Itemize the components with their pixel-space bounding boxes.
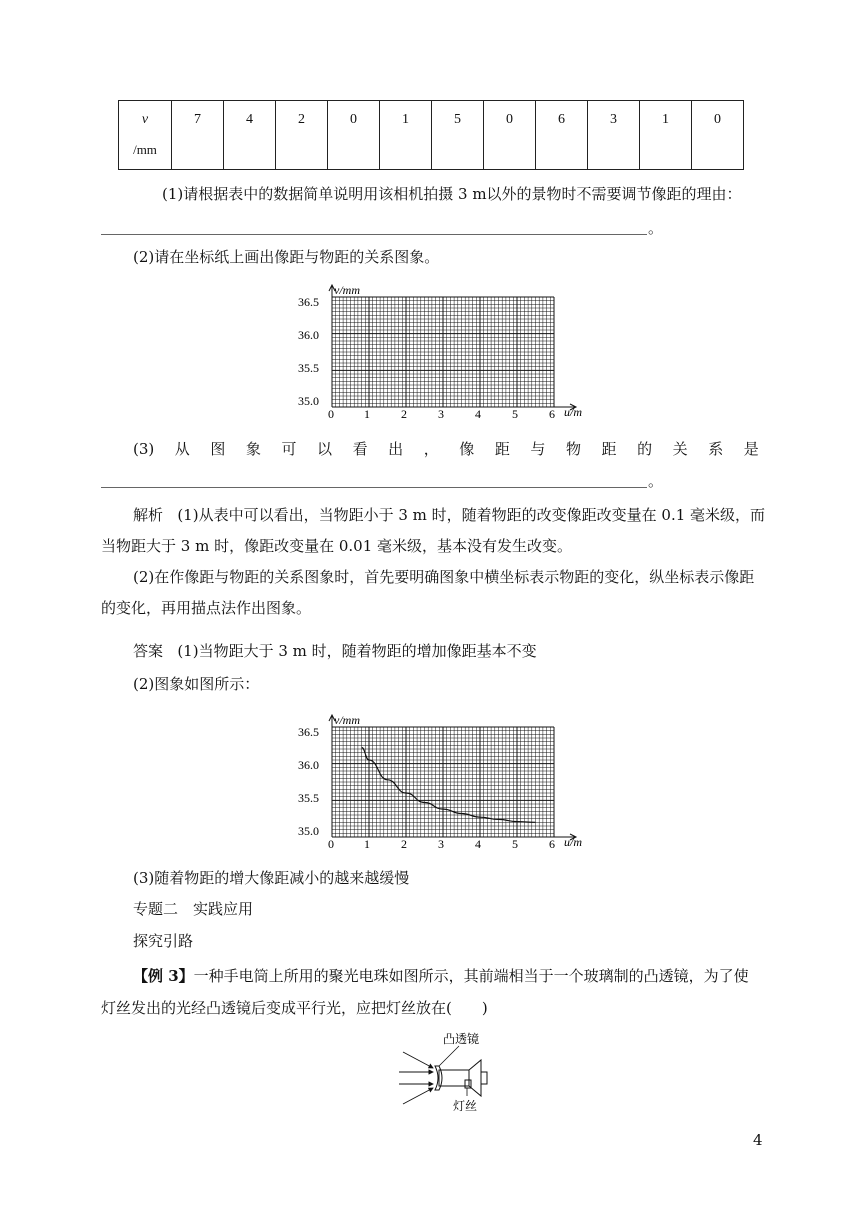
question-3-char: 关 (672, 440, 688, 458)
x-axis-label: u/m (564, 405, 582, 419)
question-1-end: 。 (648, 219, 664, 237)
table-row (119, 101, 744, 170)
x-tick-label: 0 (328, 407, 334, 421)
x-tick-label: 6 (549, 837, 555, 851)
y-tick-label: 36.0 (298, 328, 319, 342)
x-tick-label: 4 (475, 837, 481, 851)
bulb-base (469, 1060, 481, 1096)
table-cell: 0 (484, 101, 536, 170)
analysis-text: (1)从表中可以看出，当物距小于 3 m 时，随着物距的改变像距改变量在 0.1 毫米级，而 (177, 506, 766, 524)
question-3-char: 系 (708, 440, 724, 458)
question-3-char: (3) (133, 440, 155, 458)
y-tick-label: 36.5 (298, 725, 319, 739)
table-cell: 6 (536, 101, 588, 170)
table-cell: 3 (588, 101, 640, 170)
question-3-char: 象 (245, 440, 261, 458)
question-3-char: 物 (565, 440, 581, 458)
y-tick-label: 36.5 (298, 295, 319, 309)
y-tick-label: 36.0 (298, 758, 319, 772)
grid-lines (332, 297, 554, 407)
x-tick-label: 3 (438, 407, 444, 421)
table-cell: 1 (640, 101, 692, 170)
filament-label: 灯丝 (453, 1099, 478, 1113)
x-tick-label: 0 (328, 837, 334, 851)
y-tick-label: 35.5 (298, 791, 319, 805)
x-tick-label: 5 (512, 407, 518, 421)
question-3-char: 出 (388, 440, 404, 458)
page-number: 4 (753, 1131, 763, 1149)
question-1: (1)请根据表中的数据简单说明用该相机拍摄 3 m以外的景物时不需要调节像距的理由： (162, 185, 742, 203)
x-tick-label: 3 (438, 837, 444, 851)
x-tick-label: 2 (401, 837, 407, 851)
question-3-end: 。 (648, 472, 664, 490)
x-tick-label: 1 (364, 407, 370, 421)
grid-lines (332, 727, 554, 837)
y-axis-label: v/mm (334, 713, 360, 727)
question-2: (2)请在坐标纸上画出像距与物距的关系图象。 (133, 248, 440, 266)
x-axis-label: u/m (564, 835, 582, 849)
question-3-char: 以 (317, 440, 333, 458)
lens-label: 凸透镜 (443, 1032, 480, 1046)
analysis-label: 解析 (133, 506, 164, 524)
table-cell: 5 (432, 101, 484, 170)
question-3-char: 是 (743, 440, 759, 458)
y-axis-label: v/mm (334, 283, 360, 297)
question-3-char: 看 (352, 440, 368, 458)
coordinate-grid-empty (296, 282, 596, 422)
question-3-char: 图 (210, 440, 226, 458)
question-3 (133, 437, 759, 461)
question-3-char: 像 (459, 440, 475, 458)
y-tick-label: 35.0 (298, 824, 319, 838)
question-3-char: 可 (281, 440, 297, 458)
answer-text: (1)当物距大于 3 m 时，随着物距的增加像距基本不变 (177, 642, 537, 660)
answer-line-2: (2)图象如图所示： (133, 675, 260, 693)
subsection-title: 探究引路 (133, 932, 194, 950)
table-row-header: v /mm (119, 101, 172, 170)
table-cell: 4 (224, 101, 276, 170)
table-cell: 2 (276, 101, 328, 170)
table-cell: 0 (328, 101, 380, 170)
question-3-char: 的 (637, 440, 653, 458)
table-cell: 7 (172, 101, 224, 170)
y-tick-label: 35.0 (298, 394, 319, 408)
example-tag: 【例 3】 (133, 967, 194, 985)
analysis-line-2: 当物距大于 3 m 时，像距改变量在 0.01 毫米级，基本没有发生改变。 (101, 537, 573, 555)
table-cell: 0 (692, 101, 744, 170)
answer-blank-3 (101, 487, 647, 488)
question-3-char: 从 (174, 440, 190, 458)
x-tick-label: 1 (364, 837, 370, 851)
table-cell: 1 (380, 101, 432, 170)
answer-line-3: (3)随着物距的增大像距减小的越来越缓慢 (133, 869, 410, 887)
answer-line-1 (133, 639, 537, 663)
example-line-1 (133, 964, 749, 988)
answer-label: 答案 (133, 642, 164, 660)
y-tick-label: 35.5 (298, 361, 319, 375)
example-text: 一种手电筒上所用的聚光电珠如图所示，其前端相当于一个玻璃制的凸透镜，为了使 (193, 967, 749, 985)
analysis-line-3: (2)在作像距与物距的关系图象时，首先要明确图象中横坐标表示物距的变化，纵坐标表示像距 (133, 568, 755, 586)
x-tick-label: 5 (512, 837, 518, 851)
x-tick-label: 2 (401, 407, 407, 421)
analysis-line-1 (133, 503, 765, 527)
answer-blank-1 (101, 234, 647, 235)
section-title: 专题二 实践应用 (133, 900, 254, 918)
question-3-char: ， (423, 440, 439, 458)
flashlight-bulb-figure (395, 1030, 505, 1116)
question-3-char: 距 (494, 440, 510, 458)
question-3-char: 距 (601, 440, 617, 458)
x-tick-label: 6 (549, 407, 555, 421)
x-tick-label: 4 (475, 407, 481, 421)
data-table (118, 100, 744, 170)
question-3-char: 与 (530, 440, 546, 458)
example-line-2: 灯丝发出的光经凸透镜后变成平行光，应把灯丝放在( ) (101, 999, 488, 1017)
coordinate-grid-answer (296, 712, 596, 852)
analysis-line-4: 的变化，再用描点法作出图象。 (101, 599, 312, 617)
